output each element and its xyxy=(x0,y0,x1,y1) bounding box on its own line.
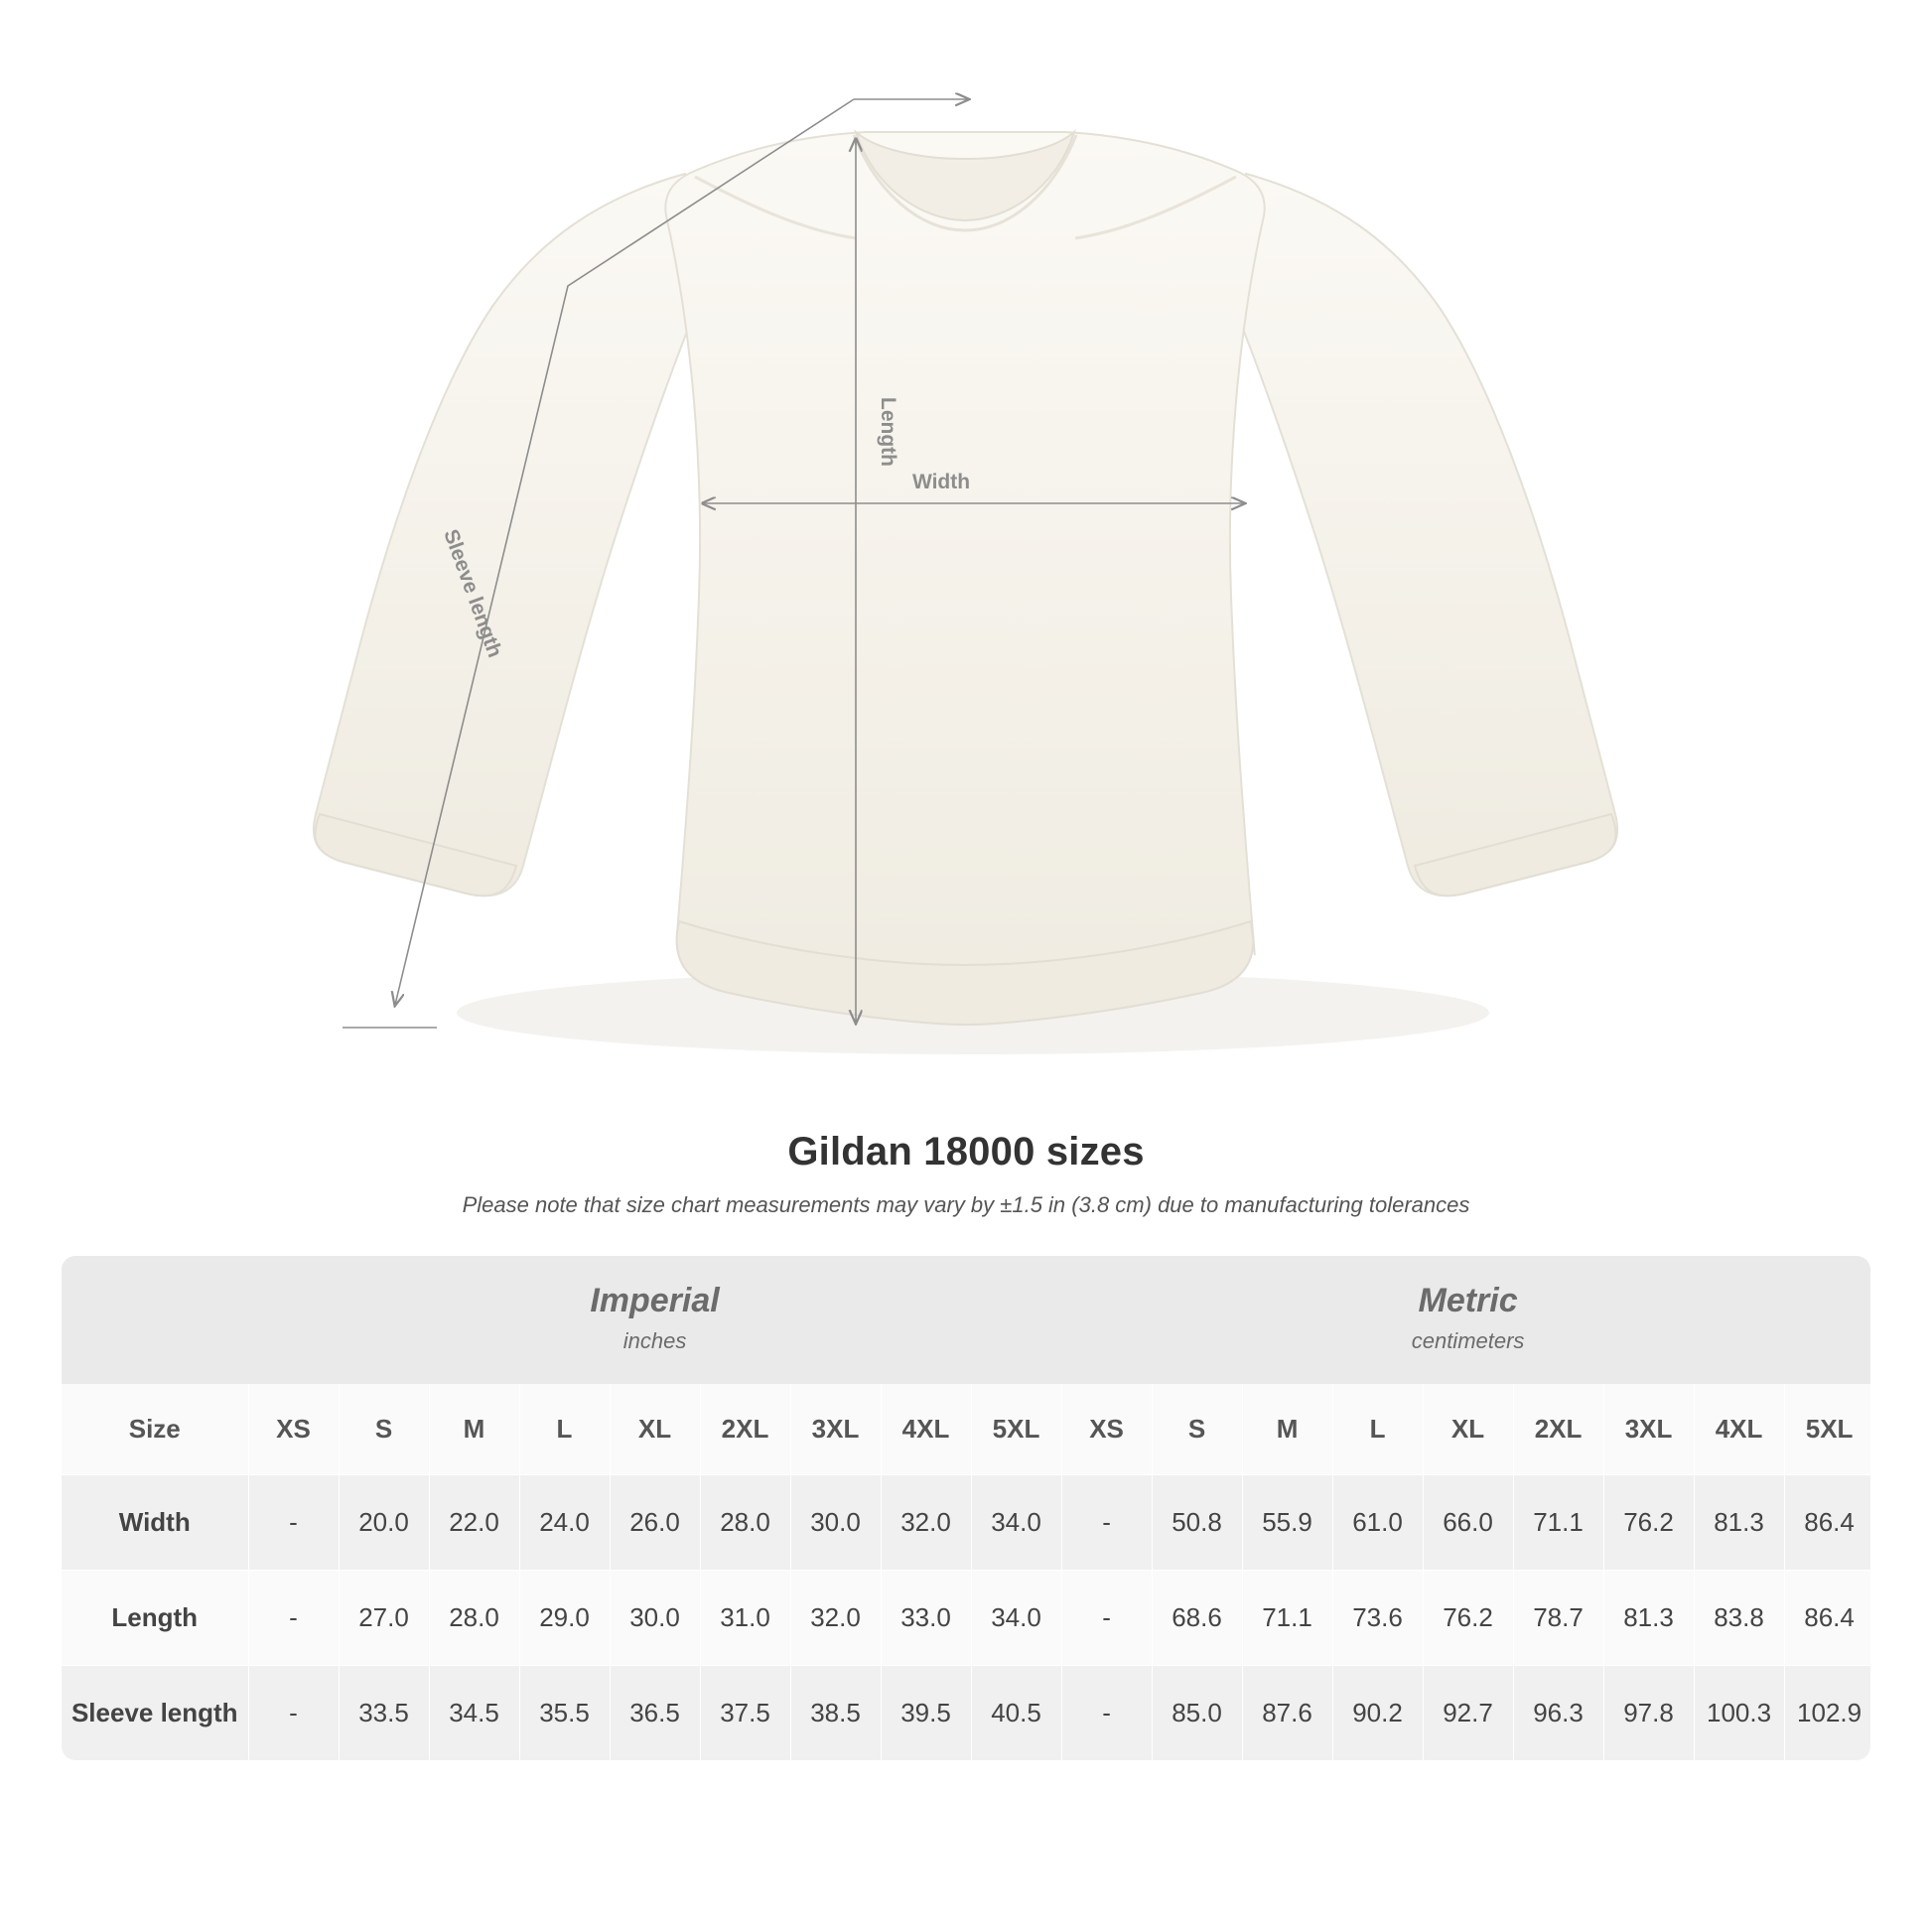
size-header-metric: L xyxy=(1332,1384,1423,1475)
size-header-imperial: M xyxy=(429,1384,519,1475)
size-header-imperial: 3XL xyxy=(790,1384,881,1475)
cell-imperial: 33.5 xyxy=(339,1666,429,1761)
cell-metric: 97.8 xyxy=(1603,1666,1694,1761)
length-label: Length xyxy=(877,397,899,467)
unit-group-name: Imperial xyxy=(590,1282,720,1319)
cell-imperial: 38.5 xyxy=(790,1666,881,1761)
cell-metric: 66.0 xyxy=(1423,1475,1513,1571)
cell-metric: 83.8 xyxy=(1694,1571,1784,1666)
size-header-imperial: L xyxy=(519,1384,610,1475)
cell-imperial: 26.0 xyxy=(610,1475,700,1571)
cell-imperial: 40.5 xyxy=(971,1666,1061,1761)
cell-imperial: 32.0 xyxy=(790,1571,881,1666)
cell-imperial: 22.0 xyxy=(429,1475,519,1571)
cell-metric: - xyxy=(1061,1666,1152,1761)
cell-metric: 71.1 xyxy=(1242,1571,1332,1666)
unit-group-sub: centimeters xyxy=(1411,1328,1525,1353)
unit-group-sub: inches xyxy=(622,1328,687,1353)
cell-metric: 102.9 xyxy=(1784,1666,1870,1761)
cell-imperial: 28.0 xyxy=(429,1571,519,1666)
cell-imperial: 35.5 xyxy=(519,1666,610,1761)
cell-metric: 100.3 xyxy=(1694,1666,1784,1761)
cell-metric: 55.9 xyxy=(1242,1475,1332,1571)
cell-imperial: 36.5 xyxy=(610,1666,700,1761)
cell-metric: 73.6 xyxy=(1332,1571,1423,1666)
cell-metric: 71.1 xyxy=(1513,1475,1603,1571)
cell-imperial: - xyxy=(248,1475,339,1571)
cell-imperial: - xyxy=(248,1666,339,1761)
cell-metric: 81.3 xyxy=(1694,1475,1784,1571)
cell-imperial: 33.0 xyxy=(881,1571,971,1666)
cell-imperial: 34.0 xyxy=(971,1571,1061,1666)
cell-imperial: 39.5 xyxy=(881,1666,971,1761)
table-row xyxy=(62,1571,1870,1666)
cell-metric: 68.6 xyxy=(1152,1571,1242,1666)
cell-imperial: 29.0 xyxy=(519,1571,610,1666)
size-header-imperial: XL xyxy=(610,1384,700,1475)
cell-metric: 90.2 xyxy=(1332,1666,1423,1761)
title-block xyxy=(0,1130,1932,1218)
cell-imperial: 30.0 xyxy=(610,1571,700,1666)
cell-metric: 85.0 xyxy=(1152,1666,1242,1761)
row-label: Sleeve length xyxy=(62,1666,248,1761)
cell-imperial: 28.0 xyxy=(700,1475,790,1571)
cell-metric: - xyxy=(1061,1571,1152,1666)
size-header-metric: XS xyxy=(1061,1384,1152,1475)
row-label: Width xyxy=(62,1475,248,1571)
row-label: Length xyxy=(62,1571,248,1666)
chart-note: Please note that size chart measurements may vary by ±1.5 in (3.8 cm) due to manufacturing tolerances xyxy=(462,1192,1470,1217)
size-header-metric: 5XL xyxy=(1784,1384,1870,1475)
size-header-metric: M xyxy=(1242,1384,1332,1475)
cell-imperial: 32.0 xyxy=(881,1475,971,1571)
cell-imperial: 27.0 xyxy=(339,1571,429,1666)
size-header-metric: XL xyxy=(1423,1384,1513,1475)
unit-header-row xyxy=(62,1256,1870,1384)
size-table-wrapper xyxy=(62,1256,1870,1760)
cell-imperial: 24.0 xyxy=(519,1475,610,1571)
size-header-imperial: XS xyxy=(248,1384,339,1475)
cell-imperial: 34.0 xyxy=(971,1475,1061,1571)
cell-metric: 96.3 xyxy=(1513,1666,1603,1761)
sweatshirt-shape xyxy=(314,132,1617,1025)
cell-imperial: 34.5 xyxy=(429,1666,519,1761)
unit-group-name: Metric xyxy=(1418,1282,1518,1319)
cell-metric: 78.7 xyxy=(1513,1571,1603,1666)
table-row xyxy=(62,1475,1870,1571)
unit-header-spacer xyxy=(62,1256,248,1384)
width-label: Width xyxy=(911,471,971,493)
cell-imperial: 37.5 xyxy=(700,1666,790,1761)
size-header-imperial: S xyxy=(339,1384,429,1475)
cell-metric: 50.8 xyxy=(1152,1475,1242,1571)
cell-metric: 76.2 xyxy=(1423,1571,1513,1666)
size-header-label: Size xyxy=(62,1384,248,1475)
chart-title: Gildan 18000 sizes xyxy=(787,1130,1145,1173)
table-row xyxy=(62,1666,1870,1761)
cell-metric: 87.6 xyxy=(1242,1666,1332,1761)
size-header-metric: 2XL xyxy=(1513,1384,1603,1475)
sleeve-length-label: Sleeve length xyxy=(439,526,507,661)
size-header-metric: 3XL xyxy=(1603,1384,1694,1475)
unit-group-imperial xyxy=(248,1256,1061,1384)
size-table xyxy=(62,1256,1870,1760)
cell-metric: 61.0 xyxy=(1332,1475,1423,1571)
cell-metric: 86.4 xyxy=(1784,1475,1870,1571)
size-header-imperial: 2XL xyxy=(700,1384,790,1475)
size-header-imperial: 5XL xyxy=(971,1384,1061,1475)
cell-metric: 76.2 xyxy=(1603,1475,1694,1571)
cell-metric: 81.3 xyxy=(1603,1571,1694,1666)
size-header-metric: S xyxy=(1152,1384,1242,1475)
size-header-metric: 4XL xyxy=(1694,1384,1784,1475)
cell-metric: - xyxy=(1061,1475,1152,1571)
cell-imperial: 30.0 xyxy=(790,1475,881,1571)
cell-imperial: 20.0 xyxy=(339,1475,429,1571)
cell-imperial: - xyxy=(248,1571,339,1666)
cell-metric: 92.7 xyxy=(1423,1666,1513,1761)
cell-imperial: 31.0 xyxy=(700,1571,790,1666)
size-header-row xyxy=(62,1384,1870,1475)
unit-group-metric xyxy=(1061,1256,1870,1384)
size-header-imperial: 4XL xyxy=(881,1384,971,1475)
cell-metric: 86.4 xyxy=(1784,1571,1870,1666)
